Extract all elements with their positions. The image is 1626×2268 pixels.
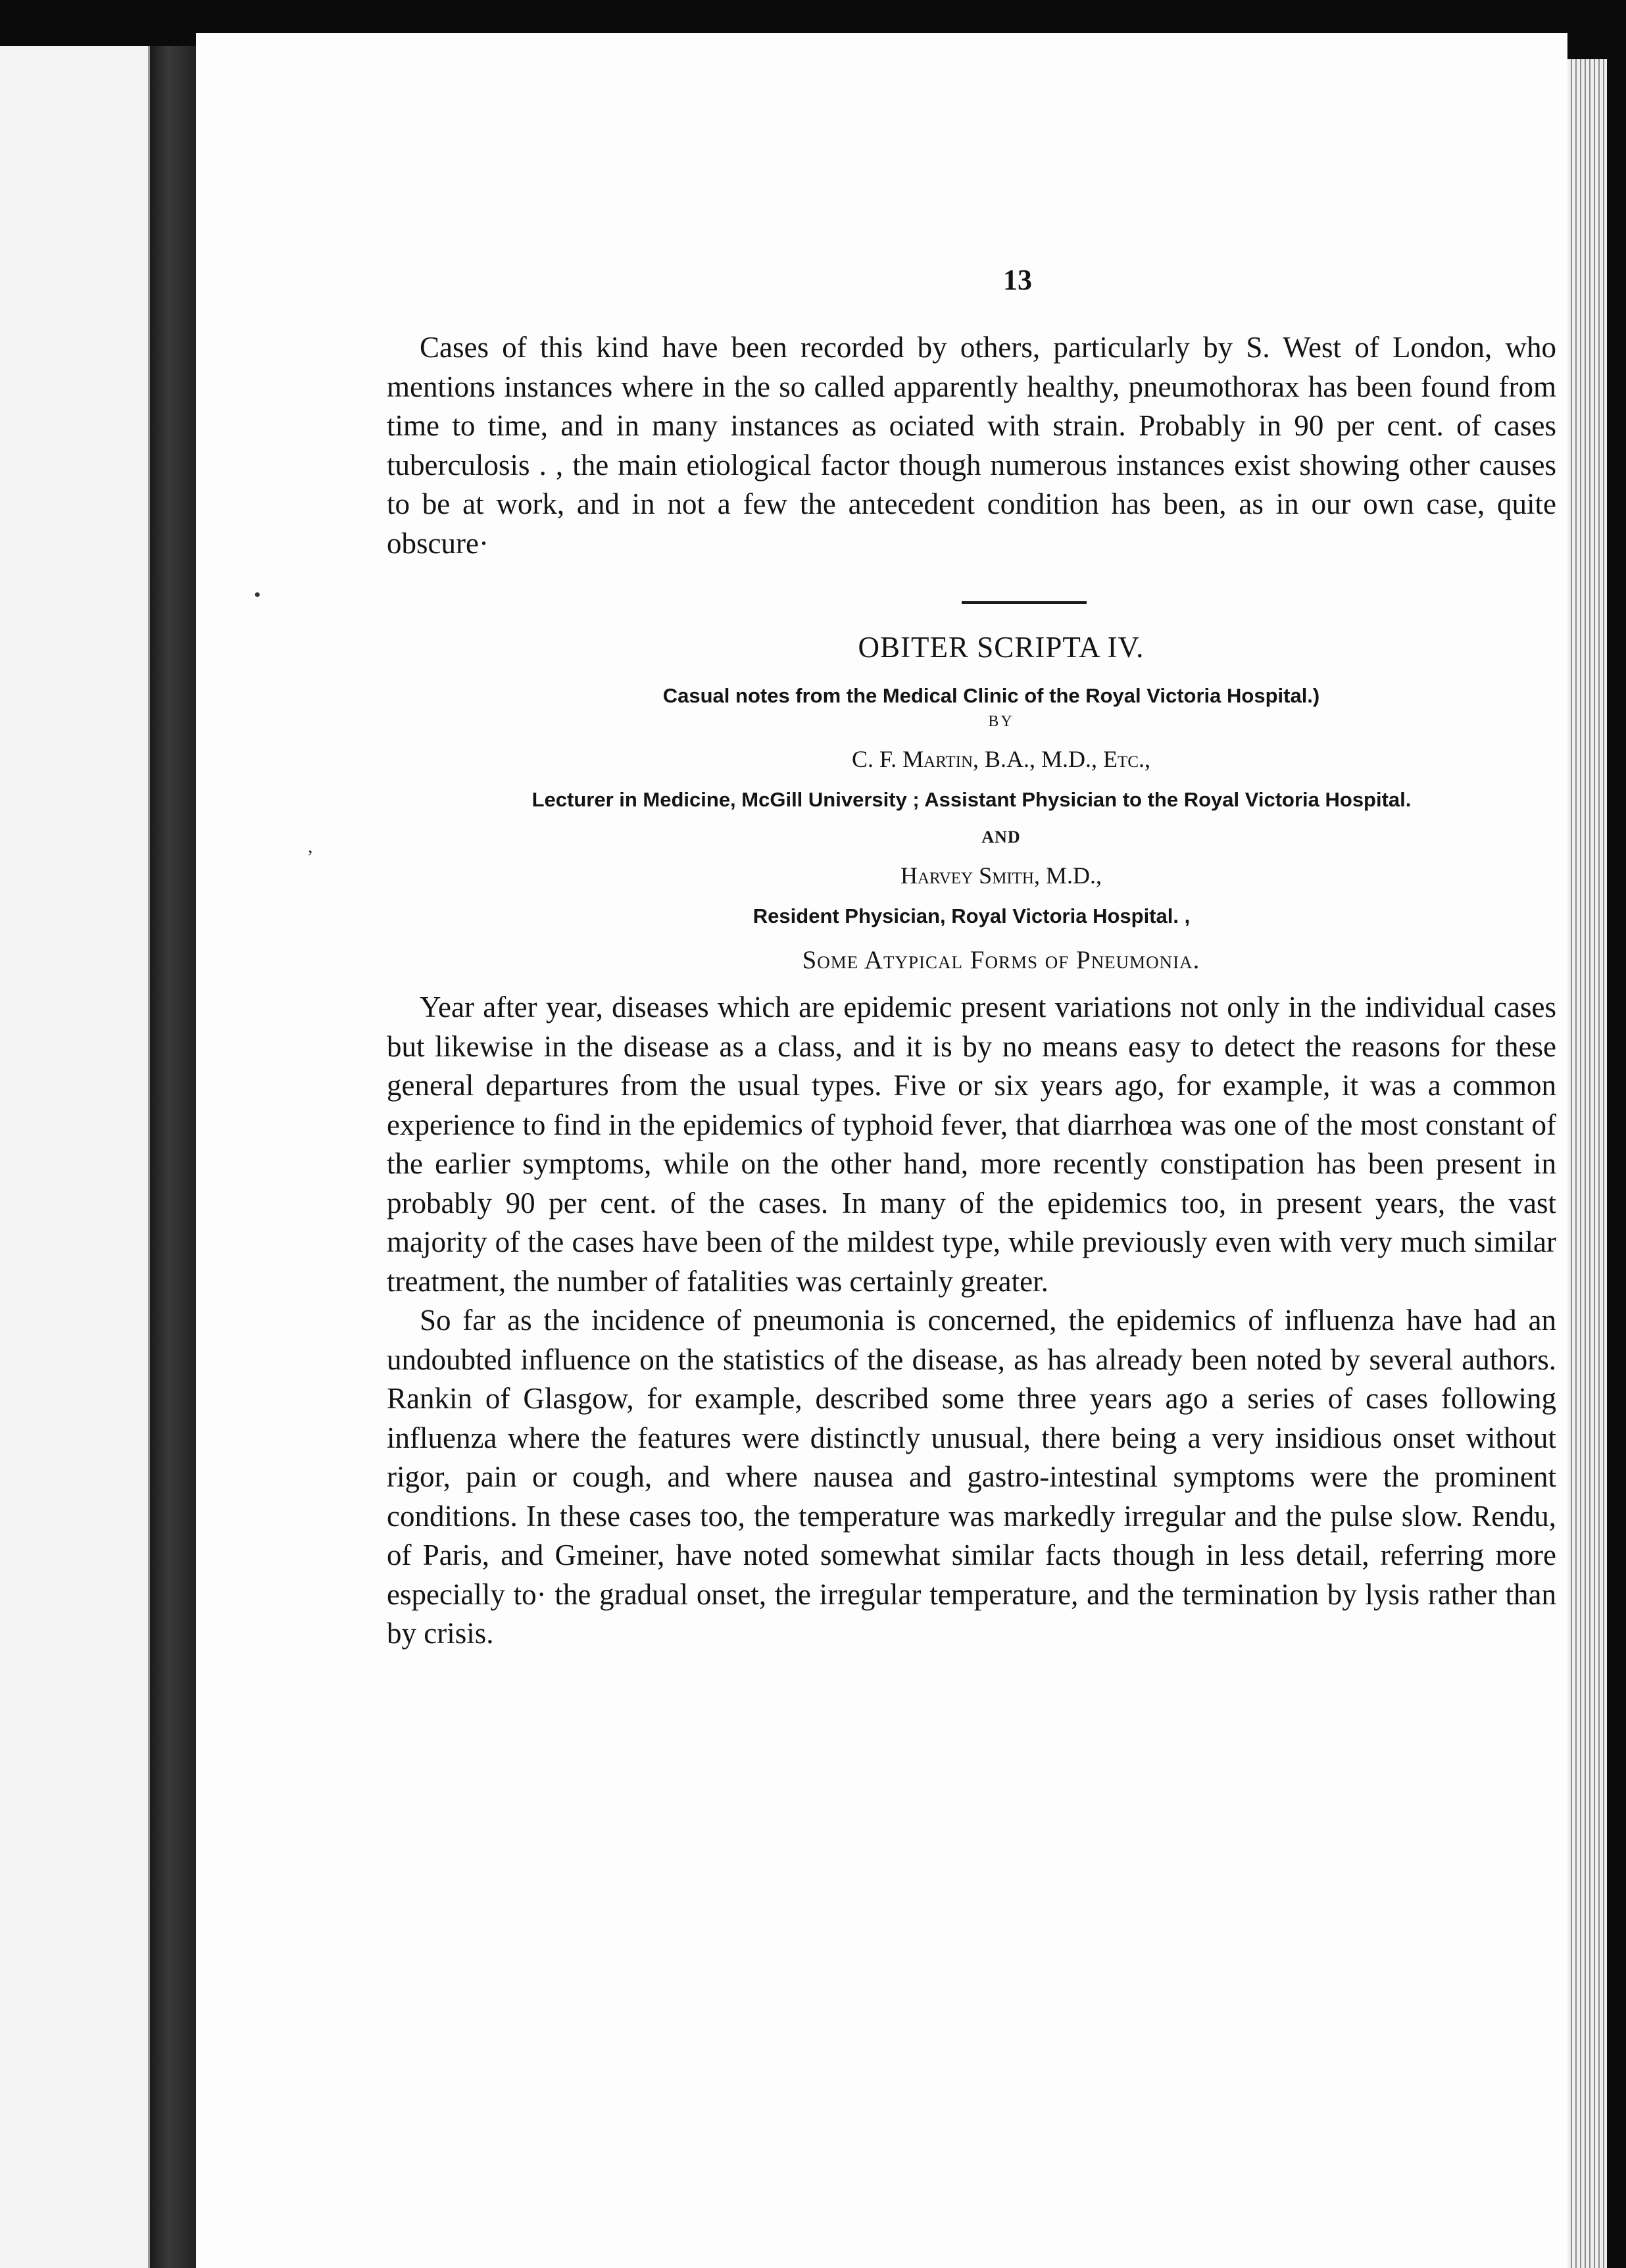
previous-page-edge — [0, 46, 150, 2268]
article-subtitle: Casual notes from the Medical Clinic of the Royal Victoria Hospital.) — [662, 684, 1320, 707]
page-number: 13 — [1003, 264, 1032, 296]
article-title: OBITER SCRIPTA IV. — [858, 631, 1145, 664]
stray-mark: , — [308, 835, 313, 857]
byline-label: BY — [988, 713, 1014, 730]
page-content — [387, 263, 1556, 1654]
scan-border — [1607, 0, 1626, 2268]
author-2-affiliation: Resident Physician, Royal Victoria Hospital. , — [752, 904, 1191, 927]
author-1-affiliation: Lecturer in Medicine, McGill University ; Assistant Physician to the Royal Victoria Hospital. — [531, 788, 1412, 811]
book-gutter — [150, 46, 196, 2268]
scanned-page — [157, 33, 1567, 2268]
author-conjunction: AND — [981, 827, 1021, 847]
stray-mark: ʾ — [157, 1177, 163, 1199]
author-1-name: C. F. Martin, B.A., M.D., Etc., — [852, 746, 1150, 772]
body-paragraph: Year after year, diseases which are epidemic present variations not only in the individual cases but likewise in the disease as a class, and it is by no means easy to detect the reasons for these general departures from the usual types. Five or six years ago, for example, it was a common experience to find in the epidemics of typhoid fever, that diarrhœa was one of the most constant of the earlier symptoms, while on the other hand, more recently constipation has been present in probably 90 per cent. of the cases. In many of the epidemics too, in present years, the vast majority of the cases have been of the mildest type, while previously even with very much similar treatment, the number of fatalities was certainly greater. — [387, 991, 1556, 1298]
section-divider — [962, 601, 1087, 604]
body-paragraph: So far as the incidence of pneumonia is concerned, the epidemics of influenza have had an undoubted influence on the statistics of the disease, as has already been noted by several authors. Rankin of Glasgow, for example, described some three years ago a series of cases following influenza where the features were distinctly unusual, there being a very insidious onset without rigor, pain or cough, and where nausea and gastro-intestinal symptoms were the prominent conditions. In these cases too, the temperature was markedly irregular and the pulse slow. Rendu, of Paris, and Gmeiner, have noted somewhat similar facts though in less detail, referring more especially to· the gradual onset, the irregular temperature, and the termination by lysis rather than by crisis. — [387, 1304, 1556, 1650]
section-title: Some Atypical Forms of Pneumonia. — [802, 946, 1200, 974]
opening-paragraph: Cases of this kind have been recorded by others, particularly by S. West of London, who mentions instances where in the so called apparently healthy, pneumothorax has been found from time to time, and in many instances as ociated with strain. Probably in 90 per cent. of cases tuberculosis . , the main etiological factor though numerous instances exist showing other causes to be at work, and in not a few the antecedent condition has been, as in our own case, quite obscure· — [387, 331, 1556, 560]
page-stack-edge — [1567, 59, 1607, 2268]
author-2-name: Harvey Smith, M.D., — [900, 862, 1102, 889]
stray-mark: • — [254, 584, 261, 606]
